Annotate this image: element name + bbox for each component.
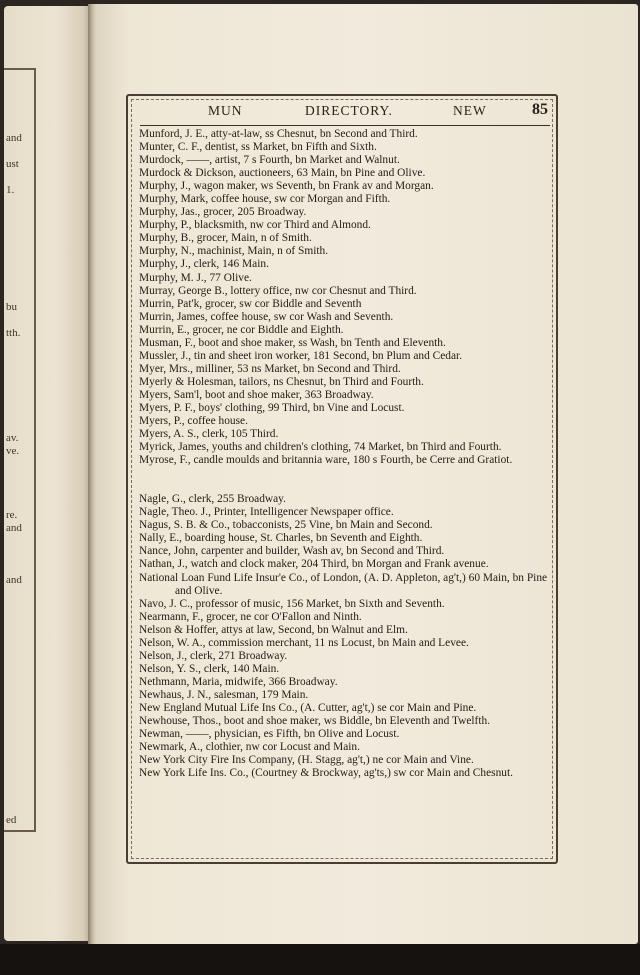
directory-entry: Nearmann, F., grocer, ne cor O'Fallon and Ninth. (139, 610, 362, 623)
directory-entry: Myer, Mrs., milliner, 53 ns Market, bn Second and Third. (139, 362, 401, 375)
directory-entry: Nelson, Y. S., clerk, 140 Main. (139, 662, 280, 675)
directory-entry: Munter, C. F., dentist, ss Market, bn Fifth and Sixth. (139, 141, 377, 154)
left-margin-fragment: re. (6, 509, 18, 521)
directory-entry: Newhaus, J. N., salesman, 179 Main. (139, 688, 309, 701)
directory-entry: Nathan, J., watch and clock maker, 204 Third, bn Morgan and Frank avenue. (139, 558, 489, 571)
directory-entry: Newmark, A., clothier, nw cor Locust and Main. (139, 741, 360, 754)
left-margin-fragment: and (6, 132, 22, 144)
directory-entry: Murphy, B., grocer, Main, n of Smith. (139, 232, 312, 245)
directory-entry: Nagle, Theo. J., Printer, Intelligencer Newspaper office. (139, 506, 394, 519)
directory-entry: Mussler, J., tin and sheet iron worker, 181 Second, bn Plum and Cedar. (139, 349, 463, 362)
left-margin-fragment: ed (6, 814, 17, 826)
page-number: 85 (532, 101, 548, 118)
running-header (150, 101, 550, 121)
directory-entry: Nethmann, Maria, midwife, 366 Broadway. (139, 675, 338, 688)
directory-entry: Murphy, J., clerk, 146 Main. (139, 258, 269, 271)
directory-entry: New England Mutual Life Ins Co., (A. Cutter, ag't,) se cor Main and Pine. (139, 701, 477, 714)
directory-entry: Nelson & Hoffer, attys at law, Second, bn Walnut and Elm. (139, 623, 408, 636)
directory-entry: Murdock, ——, artist, 7 s Fourth, bn Market and Walnut. (139, 154, 400, 167)
directory-entries (139, 128, 551, 780)
directory-entry: Newhouse, Thos., boot and shoe maker, ws Biddle, bn Eleventh and Twelfth. (139, 715, 491, 728)
directory-entry: New York City Fire Ins Company, (H. Stagg, ag't,) ne cor Main and Vine. (139, 754, 474, 767)
directory-entry: Myers, P., coffee house. (139, 415, 248, 428)
scan-bottom-edge (0, 944, 640, 975)
left-margin-fragment: av. (6, 432, 19, 444)
directory-entry: Nance, John, carpenter and builder, Wash av, bn Second and Third. (139, 545, 445, 558)
directory-entry: Nagle, G., clerk, 255 Broadway. (139, 493, 286, 506)
directory-entry: National Loan Fund Life Insur'e Co., of London, (A. D. Appleton, ag't,) 60 Main, bn Pine and Olive. (139, 571, 548, 597)
directory-entry: Murphy, P., blacksmith, nw cor Third and Almond. (139, 219, 371, 232)
directory-entry: Musman, F., boot and shoe maker, ss Wash, bn Tenth and Eleventh. (139, 336, 446, 349)
directory-entry: Murphy, Mark, coffee house, sw cor Morgan and Fifth. (139, 193, 391, 206)
directory-entry: Murphy, Jas., grocer, 205 Broadway. (139, 206, 307, 219)
directory-entry: Murrin, Pat'k, grocer, sw cor Biddle and Seventh (139, 297, 362, 310)
directory-entry: Myers, P. F., boys' clothing, 99 Third, bn Vine and Locust. (139, 401, 405, 414)
left-margin-fragment: 1. (6, 184, 15, 196)
directory-entry: Nelson, J., clerk, 271 Broadway. (139, 649, 288, 662)
directory-entry: Murphy, J., wagon maker, ws Seventh, bn Frank av and Morgan. (139, 180, 434, 193)
directory-entry: Nagus, S. B. & Co., tobacconists, 25 Vine, bn Main and Second. (139, 519, 433, 532)
left-margin-fragment: and (6, 574, 22, 586)
directory-entry: Munford, J. E., atty-at-law, ss Chesnut, bn Second and Third. (139, 128, 418, 140)
directory-entry: Murdock & Dickson, auctioneers, 63 Main, bn Pine and Olive. (139, 167, 426, 180)
directory-entry: Murphy, M. J., 77 Olive. (139, 271, 252, 284)
directory-entry: Nelson, W. A., commission merchant, 11 ns Locust, bn Main and Levee. (139, 636, 469, 649)
directory-entry: Nally, E., boarding house, St. Charles, bn Seventh and Eighth. (139, 532, 423, 545)
directory-entry: Murrin, E., grocer, ne cor Biddle and Eighth. (139, 323, 344, 336)
directory-entry: Newman, ——, physician, es Fifth, bn Olive and Locust. (139, 728, 400, 741)
left-page-edge (4, 6, 90, 941)
directory-entry: Navo, J. C., professor of music, 156 Market, bn Sixth and Seventh. (139, 597, 445, 610)
header-title: DIRECTORY. (305, 103, 393, 118)
left-margin-fragment: ust (6, 158, 19, 170)
left-margin-fragment: tth. (6, 327, 21, 339)
directory-entry: Murphy, N., machinist, Main, n of Smith. (139, 245, 329, 258)
directory-entry: Myrick, James, youths and children's clothing, 74 Market, bn Third and Fourth. (139, 441, 502, 454)
directory-entry: Myers, Sam'l, boot and shoe maker, 363 Broadway. (139, 388, 374, 401)
left-margin-fragment: and (6, 522, 22, 534)
header-left-guide-word: MUN (208, 103, 243, 118)
directory-entry: Murray, George B., lottery office, nw cor Chesnut and Third. (139, 284, 417, 297)
directory-entry: Murrin, James, coffee house, sw cor Wash and Seventh. (139, 310, 394, 323)
directory-entry: Myerly & Holesman, tailors, ns Chesnut, bn Third and Fourth. (139, 375, 424, 388)
left-margin-fragment: ve. (6, 445, 20, 457)
section-gap (139, 467, 551, 493)
header-rule (140, 125, 550, 126)
directory-entry: New York Life Ins. Co., (Courtney & Brockway, ag'ts,) sw cor Main and Chesnut. (139, 767, 513, 780)
directory-entry: Myers, A. S., clerk, 105 Third. (139, 428, 279, 441)
left-margin-fragment: bu (6, 301, 17, 313)
header-right-guide-word: NEW (453, 103, 487, 118)
directory-entry: Myrose, F., candle moulds and britannia ware, 180 s Fourth, be Cerre and Gratiot. (139, 454, 513, 467)
